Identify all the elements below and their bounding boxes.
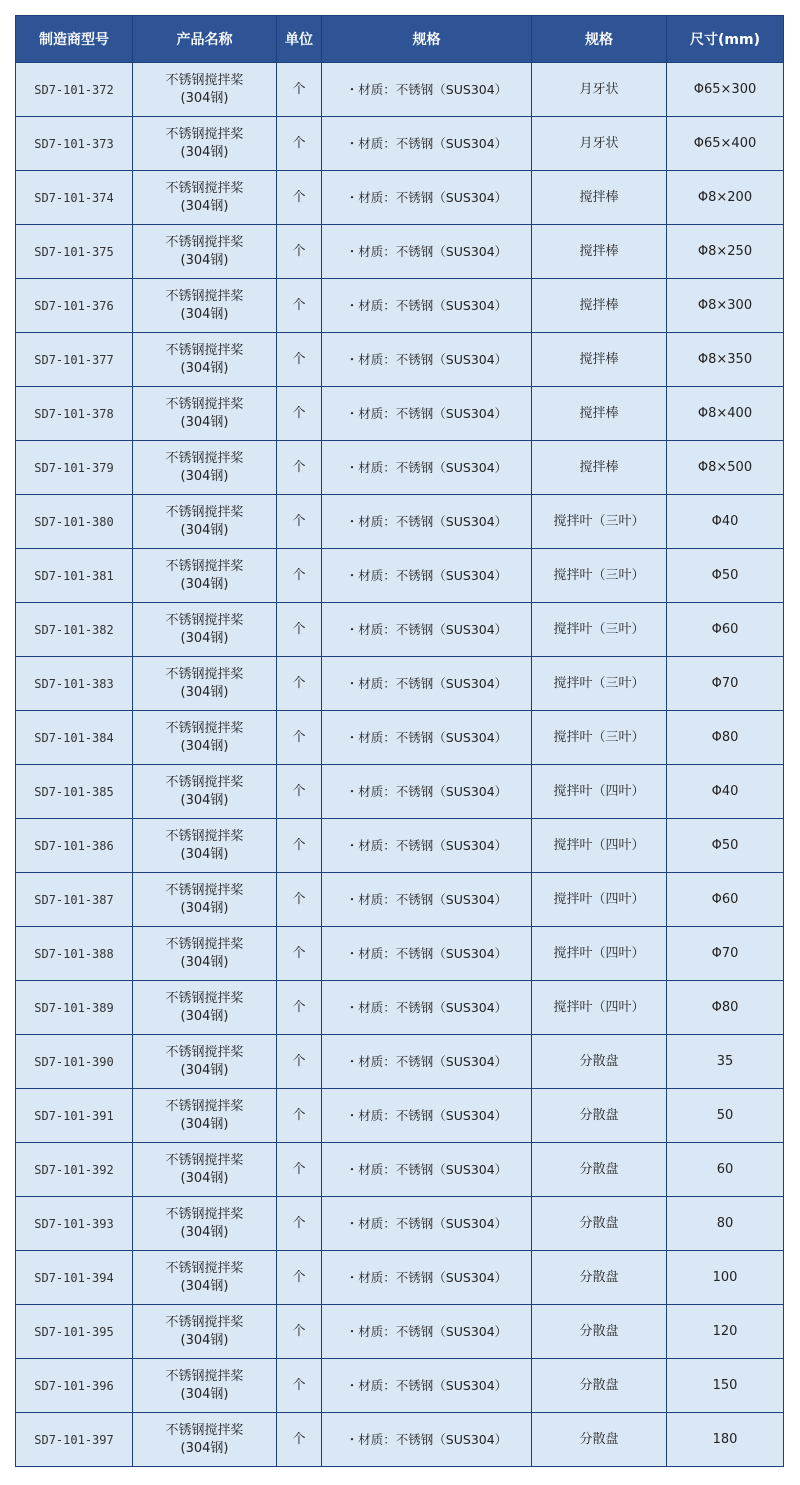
size-cell: 50 (667, 1089, 784, 1143)
size-cell: Φ80 (667, 711, 784, 765)
product-name-line2: (304钢) (180, 1224, 229, 1240)
table-header (16, 16, 784, 63)
type-spec-cell: 分散盘 (532, 1197, 667, 1251)
product-name-cell (133, 171, 277, 225)
material-spec-cell: ・材质：不锈钢（SUS304） (322, 387, 532, 441)
product-name-line1: 不锈钢搅拌桨 (165, 990, 244, 1006)
product-name-line1: 不锈钢搅拌桨 (165, 504, 244, 520)
table-row (16, 1359, 784, 1413)
model-cell: SD7-101-381 (16, 549, 133, 603)
unit-cell: 个 (277, 63, 322, 117)
type-spec-cell: 搅拌叶（四叶） (532, 873, 667, 927)
product-name-line2: (304钢) (180, 1062, 229, 1078)
table-row (16, 1035, 784, 1089)
product-name-line1: 不锈钢搅拌桨 (165, 1260, 244, 1276)
material-spec-cell: ・材质：不锈钢（SUS304） (322, 1251, 532, 1305)
product-name-line1: 不锈钢搅拌桨 (165, 720, 244, 736)
material-spec-cell: ・材质：不锈钢（SUS304） (322, 657, 532, 711)
model-cell: SD7-101-389 (16, 981, 133, 1035)
model-cell: SD7-101-388 (16, 927, 133, 981)
material-spec-cell: ・材质：不锈钢（SUS304） (322, 1413, 532, 1467)
model-cell: SD7-101-392 (16, 1143, 133, 1197)
material-spec-cell: ・材质：不锈钢（SUS304） (322, 1305, 532, 1359)
table-row (16, 171, 784, 225)
product-name-cell (133, 549, 277, 603)
product-name-line1: 不锈钢搅拌桨 (165, 396, 244, 412)
type-spec-cell: 搅拌棒 (532, 279, 667, 333)
table-row (16, 1143, 784, 1197)
product-name-line1: 不锈钢搅拌桨 (165, 450, 244, 466)
size-cell: Φ70 (667, 927, 784, 981)
product-name-line1: 不锈钢搅拌桨 (165, 72, 244, 88)
material-spec-cell: ・材质：不锈钢（SUS304） (322, 981, 532, 1035)
product-name-line2: (304钢) (180, 630, 229, 646)
material-spec-cell: ・材质：不锈钢（SUS304） (322, 279, 532, 333)
table-row (16, 981, 784, 1035)
product-name-line1: 不锈钢搅拌桨 (165, 126, 244, 142)
table-row (16, 927, 784, 981)
product-name-line1: 不锈钢搅拌桨 (165, 1152, 244, 1168)
product-spec-table (15, 15, 784, 1467)
type-spec-cell: 搅拌叶（四叶） (532, 981, 667, 1035)
unit-cell: 个 (277, 225, 322, 279)
model-cell: SD7-101-377 (16, 333, 133, 387)
table-row (16, 819, 784, 873)
product-name-cell (133, 279, 277, 333)
product-name-line2: (304钢) (180, 198, 229, 214)
model-cell: SD7-101-372 (16, 63, 133, 117)
product-name-cell (133, 873, 277, 927)
type-spec-cell: 分散盘 (532, 1359, 667, 1413)
product-name-line2: (304钢) (180, 1440, 229, 1456)
product-name-line2: (304钢) (180, 468, 229, 484)
product-name-line1: 不锈钢搅拌桨 (165, 288, 244, 304)
type-spec-cell: 搅拌叶（四叶） (532, 927, 667, 981)
size-cell: Φ50 (667, 819, 784, 873)
product-name-line2: (304钢) (180, 1386, 229, 1402)
product-name-line1: 不锈钢搅拌桨 (165, 180, 244, 196)
model-cell: SD7-101-384 (16, 711, 133, 765)
table-row (16, 387, 784, 441)
type-spec-cell: 搅拌叶（三叶） (532, 549, 667, 603)
product-name-line2: (304钢) (180, 684, 229, 700)
table-row (16, 711, 784, 765)
material-spec-cell: ・材质：不锈钢（SUS304） (322, 1197, 532, 1251)
size-cell: 180 (667, 1413, 784, 1467)
size-cell: Φ8×300 (667, 279, 784, 333)
type-spec-cell: 搅拌叶（三叶） (532, 657, 667, 711)
product-name-line1: 不锈钢搅拌桨 (165, 342, 244, 358)
product-name-line1: 不锈钢搅拌桨 (165, 558, 244, 574)
product-name-line2: (304钢) (180, 846, 229, 862)
table-row (16, 765, 784, 819)
size-cell: Φ60 (667, 873, 784, 927)
size-cell: Φ40 (667, 495, 784, 549)
unit-cell: 个 (277, 549, 322, 603)
model-cell: SD7-101-393 (16, 1197, 133, 1251)
product-name-line2: (304钢) (180, 360, 229, 376)
unit-cell: 个 (277, 1305, 322, 1359)
unit-cell: 个 (277, 765, 322, 819)
size-cell: Φ80 (667, 981, 784, 1035)
product-name-line2: (304钢) (180, 90, 229, 106)
type-spec-cell: 分散盘 (532, 1089, 667, 1143)
unit-cell: 个 (277, 1143, 322, 1197)
product-name-line2: (304钢) (180, 252, 229, 268)
unit-cell: 个 (277, 1035, 322, 1089)
unit-cell: 个 (277, 441, 322, 495)
material-spec-cell: ・材质：不锈钢（SUS304） (322, 333, 532, 387)
table-row (16, 495, 784, 549)
product-name-cell (133, 441, 277, 495)
unit-cell: 个 (277, 927, 322, 981)
unit-cell: 个 (277, 387, 322, 441)
type-spec-cell: 分散盘 (532, 1251, 667, 1305)
model-cell: SD7-101-394 (16, 1251, 133, 1305)
size-cell: Φ8×200 (667, 171, 784, 225)
product-name-line2: (304钢) (180, 1278, 229, 1294)
material-spec-cell: ・材质：不锈钢（SUS304） (322, 1143, 532, 1197)
product-name-line1: 不锈钢搅拌桨 (165, 936, 244, 952)
material-spec-cell: ・材质：不锈钢（SUS304） (322, 495, 532, 549)
material-spec-cell: ・材质：不锈钢（SUS304） (322, 549, 532, 603)
product-name-line2: (304钢) (180, 954, 229, 970)
unit-cell: 个 (277, 1089, 322, 1143)
material-spec-cell: ・材质：不锈钢（SUS304） (322, 63, 532, 117)
unit-cell: 个 (277, 495, 322, 549)
product-name-line2: (304钢) (180, 1008, 229, 1024)
product-name-cell (133, 1143, 277, 1197)
size-cell: Φ40 (667, 765, 784, 819)
product-name-line2: (304钢) (180, 792, 229, 808)
model-cell: SD7-101-385 (16, 765, 133, 819)
type-spec-cell: 搅拌叶（四叶） (532, 765, 667, 819)
material-spec-cell: ・材质：不锈钢（SUS304） (322, 711, 532, 765)
size-cell: Φ60 (667, 603, 784, 657)
table-row (16, 333, 784, 387)
table-row (16, 117, 784, 171)
table-row (16, 1305, 784, 1359)
model-cell: SD7-101-373 (16, 117, 133, 171)
product-name-cell (133, 387, 277, 441)
product-name-line1: 不锈钢搅拌桨 (165, 1314, 244, 1330)
table-row (16, 549, 784, 603)
product-name-cell (133, 1251, 277, 1305)
header-material-spec: 规格 (322, 16, 532, 63)
unit-cell: 个 (277, 819, 322, 873)
table-row (16, 603, 784, 657)
size-cell: Φ50 (667, 549, 784, 603)
size-cell: 80 (667, 1197, 784, 1251)
size-cell: Φ8×400 (667, 387, 784, 441)
model-cell: SD7-101-378 (16, 387, 133, 441)
material-spec-cell: ・材质：不锈钢（SUS304） (322, 819, 532, 873)
model-cell: SD7-101-376 (16, 279, 133, 333)
type-spec-cell: 分散盘 (532, 1305, 667, 1359)
material-spec-cell: ・材质：不锈钢（SUS304） (322, 603, 532, 657)
product-name-cell (133, 1035, 277, 1089)
table-body (16, 63, 784, 1467)
product-name-cell (133, 819, 277, 873)
unit-cell: 个 (277, 873, 322, 927)
size-cell: Φ8×250 (667, 225, 784, 279)
model-cell: SD7-101-386 (16, 819, 133, 873)
product-name-line1: 不锈钢搅拌桨 (165, 1044, 244, 1060)
table-row (16, 1413, 784, 1467)
model-cell: SD7-101-395 (16, 1305, 133, 1359)
unit-cell: 个 (277, 1413, 322, 1467)
product-name-cell (133, 657, 277, 711)
material-spec-cell: ・材质：不锈钢（SUS304） (322, 1035, 532, 1089)
type-spec-cell: 搅拌叶（三叶） (532, 711, 667, 765)
product-name-line1: 不锈钢搅拌桨 (165, 1098, 244, 1114)
header-product-name: 产品名称 (133, 16, 277, 63)
product-name-cell (133, 765, 277, 819)
material-spec-cell: ・材质：不锈钢（SUS304） (322, 1089, 532, 1143)
product-name-line1: 不锈钢搅拌桨 (165, 882, 244, 898)
unit-cell: 个 (277, 657, 322, 711)
unit-cell: 个 (277, 117, 322, 171)
table-row (16, 1197, 784, 1251)
product-name-cell (133, 927, 277, 981)
product-name-cell (133, 1305, 277, 1359)
size-cell: Φ8×350 (667, 333, 784, 387)
unit-cell: 个 (277, 1197, 322, 1251)
product-name-cell (133, 495, 277, 549)
material-spec-cell: ・材质：不锈钢（SUS304） (322, 873, 532, 927)
table-row (16, 657, 784, 711)
size-cell: Φ65×400 (667, 117, 784, 171)
size-cell: 35 (667, 1035, 784, 1089)
unit-cell: 个 (277, 279, 322, 333)
product-name-line1: 不锈钢搅拌桨 (165, 1368, 244, 1384)
product-name-line1: 不锈钢搅拌桨 (165, 1206, 244, 1222)
material-spec-cell: ・材质：不锈钢（SUS304） (322, 1359, 532, 1413)
type-spec-cell: 分散盘 (532, 1413, 667, 1467)
material-spec-cell: ・材质：不锈钢（SUS304） (322, 441, 532, 495)
unit-cell: 个 (277, 333, 322, 387)
type-spec-cell: 搅拌叶（三叶） (532, 495, 667, 549)
product-name-line2: (304钢) (180, 1332, 229, 1348)
type-spec-cell: 搅拌棒 (532, 225, 667, 279)
product-name-line2: (304钢) (180, 576, 229, 592)
product-name-cell (133, 1197, 277, 1251)
type-spec-cell: 月牙状 (532, 63, 667, 117)
table-row (16, 1251, 784, 1305)
header-size: 尺寸(mm) (667, 16, 784, 63)
material-spec-cell: ・材质：不锈钢（SUS304） (322, 117, 532, 171)
material-spec-cell: ・材质：不锈钢（SUS304） (322, 927, 532, 981)
material-spec-cell: ・材质：不锈钢（SUS304） (322, 171, 532, 225)
header-type-spec: 规格 (532, 16, 667, 63)
product-name-cell (133, 225, 277, 279)
product-name-cell (133, 1359, 277, 1413)
header-model: 制造商型号 (16, 16, 133, 63)
unit-cell: 个 (277, 711, 322, 765)
product-name-line1: 不锈钢搅拌桨 (165, 666, 244, 682)
product-name-line2: (304钢) (180, 738, 229, 754)
size-cell: Φ8×500 (667, 441, 784, 495)
product-name-line2: (304钢) (180, 900, 229, 916)
model-cell: SD7-101-397 (16, 1413, 133, 1467)
product-name-cell (133, 1089, 277, 1143)
type-spec-cell: 月牙状 (532, 117, 667, 171)
product-name-line1: 不锈钢搅拌桨 (165, 828, 244, 844)
model-cell: SD7-101-379 (16, 441, 133, 495)
product-name-line1: 不锈钢搅拌桨 (165, 234, 244, 250)
model-cell: SD7-101-374 (16, 171, 133, 225)
type-spec-cell: 分散盘 (532, 1143, 667, 1197)
product-name-cell (133, 117, 277, 171)
material-spec-cell: ・材质：不锈钢（SUS304） (322, 765, 532, 819)
header-row (16, 16, 784, 63)
table-row (16, 441, 784, 495)
product-name-cell (133, 63, 277, 117)
table-row (16, 1089, 784, 1143)
unit-cell: 个 (277, 171, 322, 225)
product-name-line2: (304钢) (180, 414, 229, 430)
model-cell: SD7-101-387 (16, 873, 133, 927)
product-name-line2: (304钢) (180, 1170, 229, 1186)
table-row (16, 279, 784, 333)
unit-cell: 个 (277, 1359, 322, 1413)
unit-cell: 个 (277, 1251, 322, 1305)
model-cell: SD7-101-391 (16, 1089, 133, 1143)
type-spec-cell: 搅拌棒 (532, 441, 667, 495)
type-spec-cell: 搅拌棒 (532, 333, 667, 387)
header-unit: 单位 (277, 16, 322, 63)
model-cell: SD7-101-390 (16, 1035, 133, 1089)
product-name-cell (133, 711, 277, 765)
material-spec-cell: ・材质：不锈钢（SUS304） (322, 225, 532, 279)
model-cell: SD7-101-396 (16, 1359, 133, 1413)
type-spec-cell: 搅拌棒 (532, 387, 667, 441)
product-name-line1: 不锈钢搅拌桨 (165, 1422, 244, 1438)
size-cell: 120 (667, 1305, 784, 1359)
product-name-line1: 不锈钢搅拌桨 (165, 612, 244, 628)
size-cell: 150 (667, 1359, 784, 1413)
size-cell: Φ65×300 (667, 63, 784, 117)
product-name-cell (133, 1413, 277, 1467)
size-cell: 100 (667, 1251, 784, 1305)
product-name-line2: (304钢) (180, 522, 229, 538)
model-cell: SD7-101-375 (16, 225, 133, 279)
type-spec-cell: 搅拌叶（三叶） (532, 603, 667, 657)
product-name-cell (133, 333, 277, 387)
table-row (16, 873, 784, 927)
type-spec-cell: 搅拌叶（四叶） (532, 819, 667, 873)
type-spec-cell: 分散盘 (532, 1035, 667, 1089)
model-cell: SD7-101-380 (16, 495, 133, 549)
product-name-line1: 不锈钢搅拌桨 (165, 774, 244, 790)
product-name-cell (133, 981, 277, 1035)
type-spec-cell: 搅拌棒 (532, 171, 667, 225)
product-name-line2: (304钢) (180, 1116, 229, 1132)
product-name-cell (133, 603, 277, 657)
product-name-line2: (304钢) (180, 306, 229, 322)
unit-cell: 个 (277, 981, 322, 1035)
size-cell: Φ70 (667, 657, 784, 711)
unit-cell: 个 (277, 603, 322, 657)
table-row (16, 225, 784, 279)
model-cell: SD7-101-383 (16, 657, 133, 711)
size-cell: 60 (667, 1143, 784, 1197)
table-row (16, 63, 784, 117)
model-cell: SD7-101-382 (16, 603, 133, 657)
product-name-line2: (304钢) (180, 144, 229, 160)
